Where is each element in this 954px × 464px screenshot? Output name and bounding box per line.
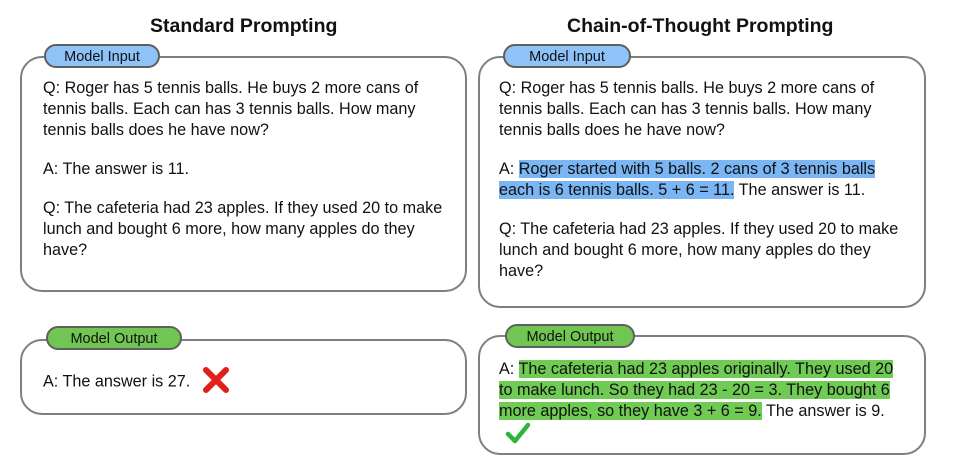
cot-input-reasoning-highlight: Roger started with 5 balls. 2 cans of 3 tennis balls each is 6 tennis balls. 5 + 6 = 11.: [499, 160, 876, 199]
cot-input-text: [499, 78, 909, 282]
cot-input-answer-prefix: A:: [499, 160, 519, 178]
cot-output-answer: [499, 359, 904, 444]
cot-prompting-title: Chain-of-Thought Prompting: [567, 15, 834, 37]
cot-output-prefix: A:: [499, 360, 519, 378]
cot-input-question-1: Q: Roger has 5 tennis balls. He buys 2 more cans of tennis balls. Each can has 3 tennis balls. How many tennis balls does he have now?: [499, 79, 875, 139]
standard-input-box: [20, 56, 467, 292]
cot-input-question-2: Q: The cafeteria had 23 apples. If they used 20 to make lunch and bought 6 more, how many apples do they have?: [499, 220, 899, 280]
standard-input-answer-1: A: The answer is 11.: [43, 160, 190, 178]
cot-output-box: [478, 335, 926, 455]
cot-input-answer-final: The answer is 11.: [734, 181, 866, 199]
cot-model-input-tag: Model Input: [503, 44, 631, 68]
check-icon: [505, 422, 531, 444]
cot-output-text: [499, 359, 904, 444]
standard-prompting-title: Standard Prompting: [150, 15, 338, 37]
standard-model-output-tag: Model Output: [46, 326, 182, 350]
cot-model-output-tag: Model Output: [505, 324, 635, 348]
cot-input-answer-1: [499, 159, 909, 201]
standard-output-text: [43, 369, 443, 395]
cross-icon: [201, 365, 231, 395]
standard-output-box: [20, 339, 467, 415]
cot-output-reasoning-highlight: The cafeteria had 23 apples originally. They used 20 to make lunch. So they had 23 - 20 = 3. They bought 6 more apples, so they have 3 + 6 = 9.: [499, 360, 894, 420]
standard-input-question-2: Q: The cafeteria had 23 apples. If they used 20 to make lunch and bought 6 more, how many apples do they have?: [43, 199, 443, 259]
standard-output-answer: A: The answer is 27.: [43, 372, 191, 391]
standard-model-input-tag: Model Input: [44, 44, 160, 68]
cot-input-box: [478, 56, 926, 308]
standard-input-text: [43, 78, 453, 261]
standard-input-question-1: Q: Roger has 5 tennis balls. He buys 2 more cans of tennis balls. Each can has 3 tennis balls. How many tennis balls does he have now?: [43, 79, 419, 139]
cot-output-answer-final: The answer is 9.: [761, 402, 885, 420]
